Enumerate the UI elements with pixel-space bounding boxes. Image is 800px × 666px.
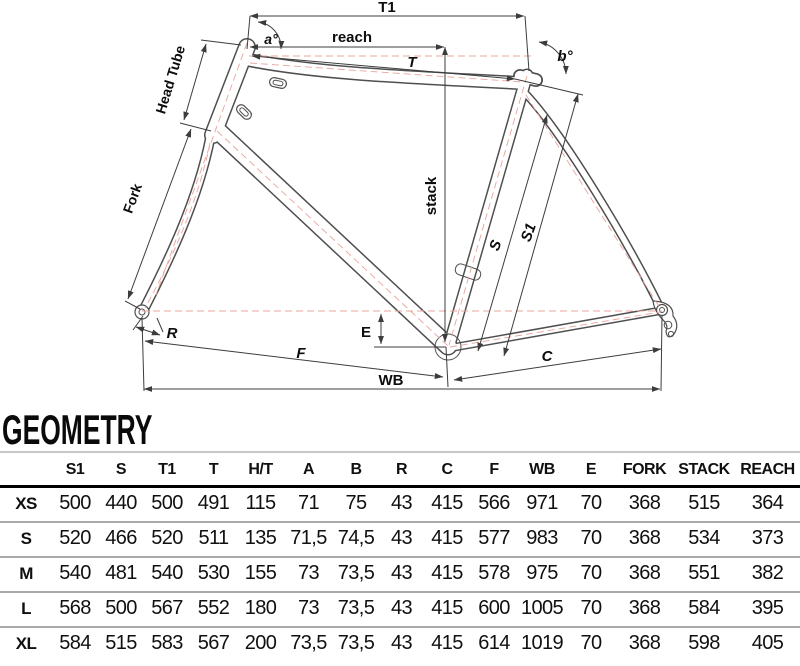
label-t: T bbox=[407, 54, 417, 71]
header-cell: F bbox=[470, 452, 518, 487]
table-cell: 551 bbox=[673, 557, 735, 592]
table-cell: 43 bbox=[379, 522, 424, 557]
table-row-s bbox=[0, 522, 800, 557]
table-cell: 975 bbox=[518, 557, 566, 592]
header-cell-size bbox=[0, 452, 52, 487]
table-cell: 568 bbox=[52, 592, 98, 627]
header-cell: C bbox=[424, 452, 470, 487]
size-cell: XS bbox=[15, 493, 37, 513]
header-cell: S bbox=[98, 452, 144, 487]
label-reach: reach bbox=[331, 29, 373, 46]
table-cell: 515 bbox=[688, 492, 720, 514]
table-cell: 500 bbox=[98, 592, 144, 627]
table-cell: 71,5 bbox=[284, 522, 333, 557]
table-cell: 415 bbox=[424, 627, 470, 661]
geometry-table bbox=[0, 451, 800, 661]
page-title: GEOMETRY bbox=[2, 406, 153, 453]
label-wb: WB bbox=[378, 372, 404, 389]
table-cell: 73 bbox=[284, 592, 333, 627]
table-cell: 415 bbox=[424, 557, 470, 592]
label-angle-b: b° bbox=[557, 48, 573, 65]
table-cell: 415 bbox=[424, 522, 470, 557]
table-row-xs bbox=[0, 487, 800, 523]
rear-dropout bbox=[653, 301, 677, 337]
header-cell: S1 bbox=[52, 452, 98, 487]
table-cell: 440 bbox=[105, 492, 137, 514]
table-cell: 481 bbox=[98, 557, 144, 592]
table-cell: 584 bbox=[52, 627, 98, 661]
table-cell: 1005 bbox=[518, 592, 566, 627]
table-cell: 534 bbox=[673, 522, 735, 557]
cable-port-top-tube bbox=[269, 77, 287, 89]
header-cell: E bbox=[566, 452, 616, 487]
table-cell: 491 bbox=[197, 492, 230, 514]
cable-port-down-tube bbox=[235, 103, 253, 121]
table-cell: 368 bbox=[616, 557, 673, 592]
table-cell: 552 bbox=[190, 592, 237, 627]
table-cell: 368 bbox=[628, 492, 661, 514]
table-cell: 578 bbox=[470, 557, 518, 592]
table-cell: 540 bbox=[52, 557, 98, 592]
table-cell: 70 bbox=[566, 627, 616, 661]
table-cell: 74,5 bbox=[333, 522, 379, 557]
table-cell: 180 bbox=[237, 592, 284, 627]
table-cell: 43 bbox=[379, 627, 424, 661]
header-cell: FORK bbox=[616, 452, 673, 487]
table-row-xl bbox=[0, 627, 800, 661]
table-cell: 73,5 bbox=[333, 592, 379, 627]
table-cell: 520 bbox=[52, 522, 98, 557]
header-cell: STACK bbox=[673, 452, 735, 487]
table-cell: 43 bbox=[390, 492, 413, 514]
header-cell: T1 bbox=[144, 452, 190, 487]
table-cell: 567 bbox=[144, 592, 190, 627]
table-cell: 70 bbox=[566, 557, 616, 592]
table-cell: 971 bbox=[526, 492, 558, 514]
table-cell: 364 bbox=[751, 492, 784, 514]
table-cell: 200 bbox=[237, 627, 284, 661]
table-cell: 70 bbox=[580, 492, 602, 514]
label-f: F bbox=[296, 345, 306, 362]
header-cell: H/T bbox=[237, 452, 284, 487]
table-cell: 530 bbox=[190, 557, 237, 592]
table-cell: 73 bbox=[284, 557, 333, 592]
table-cell: 577 bbox=[470, 522, 518, 557]
table-cell: 983 bbox=[518, 522, 566, 557]
header-cell: B bbox=[333, 452, 379, 487]
table-cell: 515 bbox=[98, 627, 144, 661]
table-cell: 43 bbox=[379, 557, 424, 592]
table-cell: 600 bbox=[470, 592, 518, 627]
header-cell: WB bbox=[518, 452, 566, 487]
table-cell: 415 bbox=[424, 592, 470, 627]
header-cell: REACH bbox=[735, 452, 800, 487]
label-s1: S1 bbox=[517, 220, 540, 244]
label-s: S bbox=[486, 237, 506, 254]
table-cell: 500 bbox=[59, 492, 91, 514]
table-cell: 598 bbox=[673, 627, 735, 661]
table-cell: 511 bbox=[190, 522, 237, 557]
table-cell: 566 bbox=[478, 492, 510, 514]
table-cell: 1019 bbox=[518, 627, 566, 661]
table-cell: 115 bbox=[245, 492, 276, 514]
table-cell: 567 bbox=[190, 627, 237, 661]
table-cell: 368 bbox=[616, 522, 673, 557]
table-cell: 500 bbox=[151, 492, 183, 514]
table-cell: 614 bbox=[470, 627, 518, 661]
table-cell: 70 bbox=[566, 522, 616, 557]
label-stack: stack bbox=[423, 176, 440, 216]
label-angle-a: a° bbox=[264, 31, 278, 47]
size-cell: M bbox=[0, 557, 52, 592]
table-cell: 584 bbox=[673, 592, 735, 627]
table-cell: 155 bbox=[237, 557, 284, 592]
label-e: E bbox=[360, 324, 372, 341]
label-head-tube: Head Tube bbox=[152, 43, 189, 116]
size-cell: XL bbox=[0, 627, 52, 661]
table-cell: 395 bbox=[735, 592, 800, 627]
table-cell: 415 bbox=[431, 492, 463, 514]
table-cell: 466 bbox=[98, 522, 144, 557]
table-row-l bbox=[0, 592, 800, 627]
table-cell: 373 bbox=[735, 522, 800, 557]
table-cell: 368 bbox=[616, 592, 673, 627]
label-t1: T1 bbox=[378, 0, 396, 16]
header-cell: R bbox=[379, 452, 424, 487]
table-cell: 73,5 bbox=[333, 627, 379, 661]
table-cell: 405 bbox=[735, 627, 800, 661]
table-cell: 583 bbox=[144, 627, 190, 661]
table-row-m bbox=[0, 557, 800, 592]
dimension-labels bbox=[120, 0, 574, 389]
table-cell: 70 bbox=[566, 592, 616, 627]
table-cell: 135 bbox=[237, 522, 284, 557]
table-cell: 73,5 bbox=[284, 627, 333, 661]
bike-frame-drawing bbox=[135, 43, 677, 360]
label-fork: Fork bbox=[119, 181, 146, 216]
table-cell: 540 bbox=[144, 557, 190, 592]
table-cell: 73,5 bbox=[333, 557, 379, 592]
size-cell: L bbox=[0, 592, 52, 627]
table-cell: 71 bbox=[297, 492, 320, 514]
header-cell: T bbox=[190, 452, 237, 487]
table-cell: 520 bbox=[144, 522, 190, 557]
table-cell: 368 bbox=[616, 627, 673, 661]
label-c: C bbox=[541, 348, 553, 365]
table-cell: 43 bbox=[379, 592, 424, 627]
size-cell: S bbox=[0, 522, 52, 557]
table-cell: 382 bbox=[735, 557, 800, 592]
table-header-row bbox=[0, 452, 800, 487]
table-cell: 75 bbox=[345, 492, 367, 514]
header-cell: A bbox=[284, 452, 333, 487]
label-r: R bbox=[166, 325, 178, 342]
